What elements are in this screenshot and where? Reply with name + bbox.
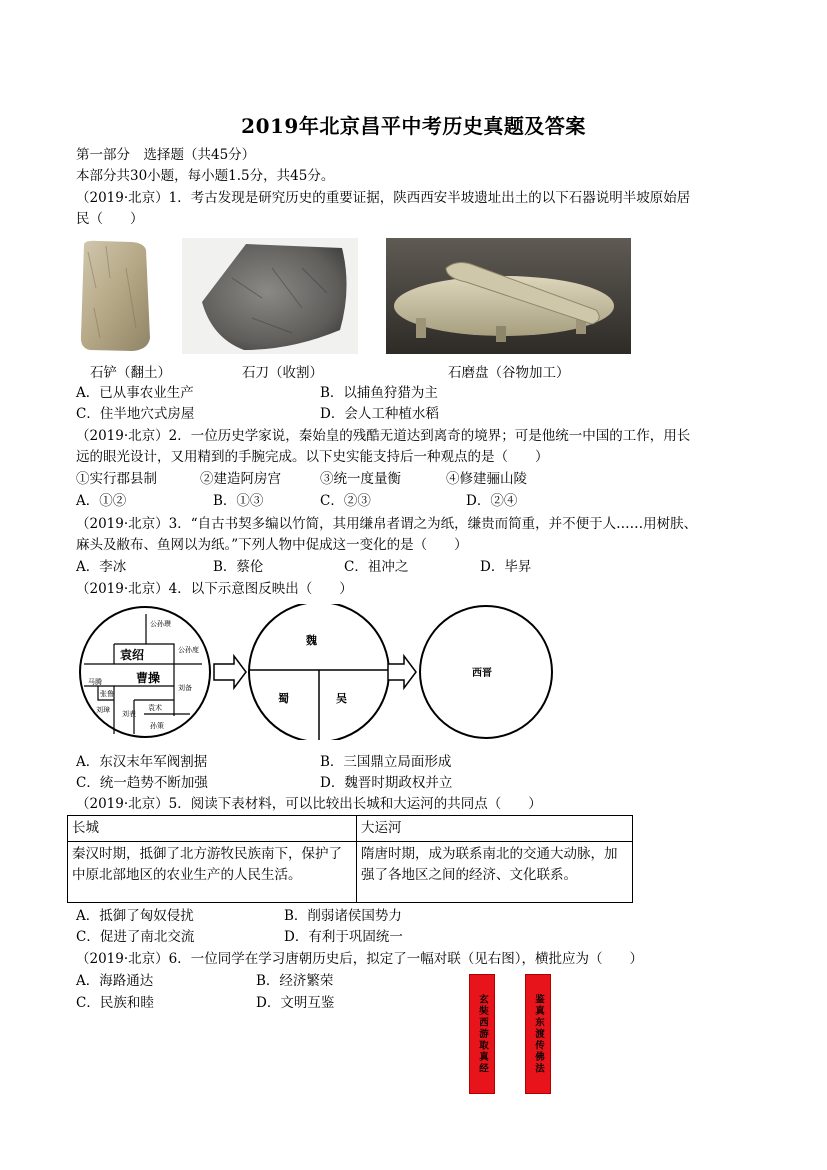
table-cell-grand-canal: 隋唐时期，成为联系南北的交通大动脉，加强了各地区之间的经济、文化联系。 <box>357 842 633 903</box>
arrow-icon <box>214 656 246 688</box>
couplet-left-scroll <box>525 974 551 1094</box>
q2-option-d[interactable]: D．②④ <box>466 493 518 509</box>
q6-option-c[interactable]: C．民族和睦 <box>76 995 154 1011</box>
q5-stem: （2019·北京）5．阅读下表材料，可以比较出长城和大运河的共同点（ ） <box>76 796 542 812</box>
caption-stone-knife: 石刀（收割） <box>242 365 323 381</box>
map1-label-mateng: 马腾 <box>88 678 102 686</box>
stone-shovel-image <box>76 238 154 354</box>
q2-item-3: ③统一度量衡 <box>320 471 401 487</box>
caption-grinding-slab: 石磨盘（谷物加工） <box>448 365 570 381</box>
stone-knife-image <box>182 238 358 354</box>
map1-label-yuanshao: 袁绍 <box>120 648 145 662</box>
map1-label-gongsundu: 公孙度 <box>178 646 199 654</box>
q2-stem-line2: 远的眼光设计，又用精到的手腕完成。以下史实能支持后一种观点的是（ ） <box>76 449 549 465</box>
q6-option-d[interactable]: D．文明互鉴 <box>256 995 335 1011</box>
q5-comparison-table <box>67 815 633 903</box>
q1-option-c[interactable]: C．住半地穴式房屋 <box>76 406 195 422</box>
q1-option-a[interactable]: A．已从事农业生产 <box>76 385 194 401</box>
map2-label-shu: 蜀 <box>278 692 289 705</box>
q6-option-a[interactable]: A．海路通达 <box>76 973 154 989</box>
map-three-kingdoms <box>249 604 389 740</box>
q5-option-b[interactable]: B．削弱诸侯国势力 <box>284 908 402 924</box>
q1-option-d[interactable]: D．会人工种植水稻 <box>320 406 439 422</box>
q2-item-4: ④修建骊山陵 <box>446 471 527 487</box>
q3-option-b[interactable]: B．蔡伦 <box>213 559 264 575</box>
q6-stem: （2019·北京）6．一位同学在学习唐朝历史后，拟定了一幅对联（见右图），横批应为（ ） <box>76 951 643 967</box>
couplet-right-scroll <box>469 974 495 1094</box>
q2-option-c[interactable]: C．②③ <box>320 493 371 509</box>
map-western-jin <box>420 606 552 738</box>
q2-option-a[interactable]: A．①② <box>76 493 127 509</box>
map1-label-zhanglu: 张鲁 <box>100 690 114 698</box>
q4-option-c[interactable]: C．统一趋势不断加强 <box>76 775 208 791</box>
map1-label-liubiao: 刘表 <box>122 710 136 718</box>
map1-label-liuzhang: 刘璋 <box>96 706 110 714</box>
q3-option-c[interactable]: C．祖冲之 <box>344 559 409 575</box>
page-title: 2019年北京昌平中考历史真题及答案 <box>241 114 586 138</box>
section-intro: 本部分共30小题，每小题1.5分，共45分。 <box>76 168 335 184</box>
map1-label-caocao: 曹操 <box>136 671 161 685</box>
q4-map-diagram <box>74 604 554 740</box>
couplet-lower-line: 鉴真东渡传佛法 <box>533 993 544 1075</box>
q1-stem-line1: （2019·北京）1．考古发现是研究历史的重要证据，陕西西安半坡遗址出土的以下石器说明半坡原始居 <box>76 190 691 206</box>
stone-grinding-slab-image <box>386 238 631 354</box>
q5-option-a[interactable]: A．抵御了匈奴侵扰 <box>76 908 194 924</box>
map2-label-wei: 魏 <box>306 634 317 647</box>
map1-label-gongsunzan: 公孙瓒 <box>150 620 171 628</box>
q5-option-d[interactable]: D．有利于巩固统一 <box>284 929 403 945</box>
map1-label-liubei: 刘备 <box>178 684 192 692</box>
q4-option-b[interactable]: B．三国鼎立局面形成 <box>320 754 452 770</box>
q1-stem-line2: 民（ ） <box>76 211 144 227</box>
arrow-icon <box>388 656 416 688</box>
q2-option-b[interactable]: B．①③ <box>213 493 264 509</box>
map-warlords <box>80 607 210 737</box>
caption-stone-shovel: 石铲（翻土） <box>90 365 171 381</box>
q4-stem: （2019·北京）4．以下示意图反映出（ ） <box>76 581 353 597</box>
q2-item-1: ①实行郡县制 <box>76 471 157 487</box>
q3-stem-line2: 麻头及敝布、鱼网以为纸。”下列人物中促成这一变化的是（ ） <box>76 537 468 553</box>
q5-option-c[interactable]: C．促进了南北交流 <box>76 929 195 945</box>
q2-item-2: ②建造阿房宫 <box>200 471 281 487</box>
table-cell-great-wall: 秦汉时期，抵御了北方游牧民族南下，保护了中原北部地区的农业生产的人民生活。 <box>68 842 357 903</box>
table-header-grand-canal: 大运河 <box>357 816 633 842</box>
map1-label-yuanshu: 袁术 <box>148 704 162 712</box>
q3-option-a[interactable]: A．李冰 <box>76 559 127 575</box>
map1-label-sunce: 孙策 <box>150 722 164 730</box>
q4-option-a[interactable]: A．东汉末年军阀割据 <box>76 754 208 770</box>
q4-option-d[interactable]: D．魏晋时期政权并立 <box>320 775 453 791</box>
map2-label-wu: 吴 <box>336 692 347 705</box>
q6-option-b[interactable]: B．经济繁荣 <box>256 973 334 989</box>
q1-option-b[interactable]: B．以捕鱼狩猎为主 <box>320 385 438 401</box>
q3-option-d[interactable]: D．毕昇 <box>480 559 532 575</box>
section-heading: 第一部分 选择题（共45分） <box>76 147 256 163</box>
map3-label-xijin: 西晋 <box>472 668 492 679</box>
q2-stem-line1: （2019·北京）2．一位历史学家说，秦始皇的残酷无道达到离奇的境界；可是他统一中国的工作，用长 <box>76 428 691 444</box>
table-header-great-wall: 长城 <box>68 816 357 842</box>
q3-stem-line1: （2019·北京）3．“自古书契多编以竹简，其用缣帛者谓之为纸，缣贵而简重，并不便于人……用树肤、 <box>76 516 698 532</box>
couplet-upper-line: 玄奘西游取真经 <box>477 993 488 1075</box>
